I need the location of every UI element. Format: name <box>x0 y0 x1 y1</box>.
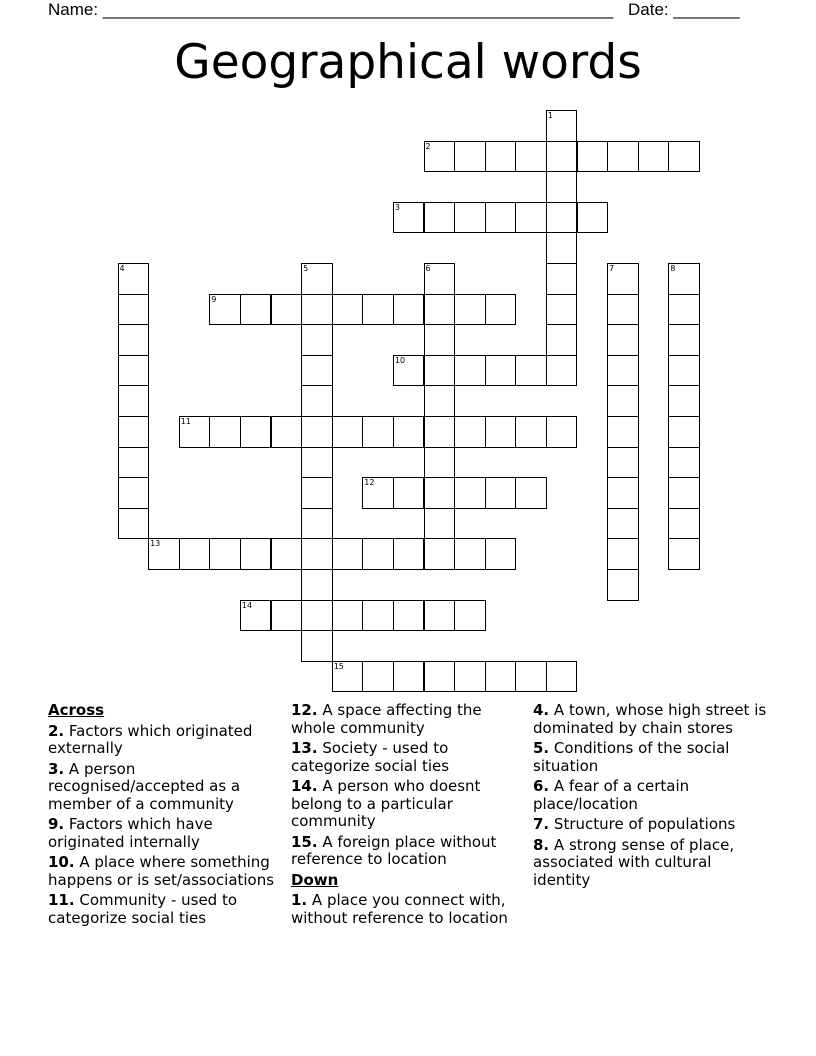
grid-cell <box>240 294 272 326</box>
grid-cell <box>668 477 700 509</box>
grid-cell <box>240 600 272 632</box>
cell-number: 11 <box>180 417 191 426</box>
grid-cell <box>454 294 486 326</box>
grid-cell <box>424 294 456 326</box>
clue-text: Factors which originated externally <box>48 721 253 757</box>
grid-cell <box>179 538 211 570</box>
grid-cell <box>271 416 303 448</box>
grid-cell <box>209 294 241 326</box>
grid-cell <box>454 600 486 632</box>
grid-cell <box>118 508 150 540</box>
clue-down-7 <box>533 816 773 834</box>
grid-cell <box>301 600 333 632</box>
grid-cell <box>301 447 333 479</box>
clue-across-15 <box>291 834 527 869</box>
grid-cell <box>454 141 486 173</box>
grid-cell <box>118 324 150 356</box>
grid-cell <box>118 294 150 326</box>
clue-across-13 <box>291 740 527 775</box>
cell-number: 13 <box>150 539 161 549</box>
grid-cell <box>546 202 578 234</box>
grid-cell <box>607 141 639 173</box>
grid-cell <box>301 263 333 295</box>
clue-text: Community - used to categorize social ties <box>48 891 238 927</box>
clue-number: 15. <box>291 832 318 851</box>
clue-number: 13. <box>291 739 318 757</box>
grid-cell <box>393 600 425 632</box>
grid-cell <box>118 447 150 479</box>
grid-cell <box>515 416 547 448</box>
grid-cell <box>424 385 456 417</box>
grid-cell <box>424 538 456 570</box>
grid-cell <box>546 416 578 448</box>
grid-cell <box>668 324 700 356</box>
grid-cell <box>668 416 700 448</box>
clue-text: Society - used to categorize social ties <box>291 739 450 775</box>
grid-cell <box>118 355 150 387</box>
grid-cell <box>638 141 670 173</box>
cell-number: 5 <box>303 264 309 273</box>
grid-cell <box>668 141 700 173</box>
grid-cell <box>301 385 333 417</box>
grid-cell <box>393 294 425 326</box>
clue-number: 1. <box>291 891 308 909</box>
grid-cell <box>668 294 700 326</box>
grid-cell <box>546 294 578 326</box>
grid-cell <box>607 355 639 387</box>
across-heading: Across <box>48 701 105 719</box>
grid-cell <box>332 600 364 632</box>
grid-cell <box>668 263 700 295</box>
clue-across-2 <box>48 723 278 758</box>
clue-number: 7. <box>533 815 550 833</box>
grid-cell <box>393 202 425 234</box>
cell-number: 2 <box>425 141 431 151</box>
grid-cell <box>515 477 547 509</box>
grid-cell <box>393 538 425 570</box>
grid-cell <box>546 110 578 142</box>
grid-cell <box>209 538 241 570</box>
clue-text: A fear of a certain place/location <box>533 777 690 813</box>
grid-cell <box>607 508 639 540</box>
grid-cell <box>118 385 150 417</box>
grid-cell <box>362 661 394 693</box>
grid-cell <box>668 508 700 540</box>
grid-cell <box>271 600 303 632</box>
name-field-label: Name: ______________________________________________________ <box>48 0 614 19</box>
date-field-label: Date: _______ <box>628 0 740 19</box>
grid-cell <box>240 538 272 570</box>
cell-number: 1 <box>547 111 553 120</box>
grid-cell <box>424 477 456 509</box>
grid-cell <box>424 324 456 356</box>
clue-number: 4. <box>533 701 550 719</box>
grid-cell <box>546 232 578 264</box>
clue-down-4 <box>533 702 773 737</box>
grid-cell <box>332 294 364 326</box>
grid-cell <box>546 661 578 693</box>
cell-number: 15 <box>333 661 344 671</box>
grid-cell <box>515 141 547 173</box>
grid-cell <box>301 538 333 570</box>
grid-cell <box>668 538 700 570</box>
grid-cell <box>485 294 517 326</box>
cell-number: 3 <box>394 202 400 212</box>
grid-cell <box>546 263 578 295</box>
grid-cell <box>301 508 333 540</box>
grid-cell <box>118 416 150 448</box>
grid-cell <box>607 447 639 479</box>
clue-text: Structure of populations <box>553 815 736 833</box>
clue-down-1 <box>291 892 527 927</box>
grid-cell <box>148 538 180 570</box>
clue-text: A foreign place without reference to location <box>291 832 497 868</box>
clues-column-1 <box>48 702 278 930</box>
clue-number: 9. <box>48 815 65 833</box>
grid-cell <box>485 202 517 234</box>
cell-number: 4 <box>119 264 125 273</box>
grid-cell <box>301 569 333 601</box>
cell-number: 8 <box>670 264 676 273</box>
grid-cell <box>301 477 333 509</box>
grid-cell <box>424 447 456 479</box>
clue-number: 2. <box>48 721 65 740</box>
grid-cell <box>424 416 456 448</box>
grid-cell <box>301 324 333 356</box>
clue-number: 12. <box>291 701 318 719</box>
clue-text: Factors which have originated internally <box>48 815 213 851</box>
grid-cell <box>454 416 486 448</box>
grid-cell <box>546 171 578 203</box>
grid-cell <box>424 355 456 387</box>
clue-number: 14. <box>291 777 318 795</box>
clue-down-5 <box>533 740 773 775</box>
grid-cell <box>454 477 486 509</box>
grid-cell <box>607 385 639 417</box>
grid-cell <box>515 355 547 387</box>
grid-cell <box>362 538 394 570</box>
grid-cell <box>424 141 456 173</box>
grid-cell <box>515 661 547 693</box>
grid-cell <box>424 661 456 693</box>
grid-cell <box>362 294 394 326</box>
clues-column-3 <box>533 702 773 892</box>
clue-number: 10. <box>48 853 75 871</box>
grid-cell <box>607 294 639 326</box>
clue-text: A strong sense of place, associated with cultural identity <box>533 835 735 889</box>
grid-cell <box>485 141 517 173</box>
clue-across-10 <box>48 854 278 889</box>
grid-cell <box>485 416 517 448</box>
clue-number: 3. <box>48 759 65 778</box>
grid-cell <box>668 385 700 417</box>
grid-cell <box>301 355 333 387</box>
grid-cell <box>546 324 578 356</box>
clue-text: A space affecting the whole community <box>291 701 482 737</box>
clue-text: A place you connect with, without reference to location <box>291 891 508 927</box>
grid-cell <box>577 202 609 234</box>
grid-cell <box>668 355 700 387</box>
grid-cell <box>485 661 517 693</box>
grid-cell <box>607 324 639 356</box>
clue-text: A town, whose high street is dominated by chain stores <box>533 701 767 737</box>
clue-across-11 <box>48 892 278 927</box>
grid-cell <box>271 538 303 570</box>
grid-cell <box>362 600 394 632</box>
clue-text: A place where something happens or is set/associations <box>48 853 275 889</box>
clue-number: 8. <box>533 835 550 854</box>
clue-across-14 <box>291 778 527 831</box>
grid-cell <box>424 263 456 295</box>
clue-number: 5. <box>533 739 550 757</box>
grid-cell <box>454 661 486 693</box>
grid-cell <box>179 416 211 448</box>
grid-cell <box>118 263 150 295</box>
grid-cell <box>668 447 700 479</box>
clue-text: Conditions of the social situation <box>533 739 730 775</box>
grid-cell <box>607 538 639 570</box>
grid-cell <box>607 477 639 509</box>
page-title: Geographical words <box>174 35 642 90</box>
grid-cell <box>332 661 364 693</box>
clue-down-6 <box>533 778 773 813</box>
down-heading: Down <box>291 870 339 889</box>
grid-cell <box>546 141 578 173</box>
grid-cell <box>118 477 150 509</box>
grid-cell <box>332 416 364 448</box>
clues-column-2 <box>291 702 527 930</box>
grid-cell <box>577 141 609 173</box>
clue-number: 11. <box>48 891 75 909</box>
grid-cell <box>485 538 517 570</box>
cell-number: 9 <box>211 294 217 304</box>
grid-cell <box>271 294 303 326</box>
grid-cell <box>546 355 578 387</box>
grid-cell <box>607 263 639 295</box>
grid-cell <box>393 416 425 448</box>
grid-cell <box>393 355 425 387</box>
grid-cell <box>607 416 639 448</box>
cell-number: 12 <box>364 478 375 488</box>
clue-number: 6. <box>533 777 550 795</box>
grid-cell <box>454 355 486 387</box>
cell-number: 6 <box>425 264 431 273</box>
grid-cell <box>485 477 517 509</box>
cell-number: 10 <box>394 355 406 365</box>
clue-across-12 <box>291 702 527 737</box>
grid-cell <box>393 477 425 509</box>
cell-number: 14 <box>241 600 253 610</box>
grid-cell <box>424 508 456 540</box>
grid-cell <box>362 477 394 509</box>
clue-across-9 <box>48 816 278 851</box>
grid-cell <box>301 294 333 326</box>
grid-cell <box>424 600 456 632</box>
grid-cell <box>209 416 241 448</box>
grid-cell <box>607 569 639 601</box>
cell-number: 7 <box>609 264 615 273</box>
grid-cell <box>240 416 272 448</box>
grid-cell <box>332 538 364 570</box>
grid-cell <box>515 202 547 234</box>
grid-cell <box>301 630 333 662</box>
clue-down-8 <box>533 837 773 890</box>
grid-cell <box>362 416 394 448</box>
clue-text: A person recognised/accepted as a member of a community <box>48 759 241 813</box>
grid-cell <box>485 355 517 387</box>
grid-cell <box>301 416 333 448</box>
grid-cell <box>393 661 425 693</box>
grid-cell <box>454 538 486 570</box>
clue-across-3 <box>48 761 278 814</box>
grid-cell <box>454 202 486 234</box>
grid-cell <box>424 202 456 234</box>
clue-text: A person who doesnt belong to a particular community <box>291 777 481 830</box>
